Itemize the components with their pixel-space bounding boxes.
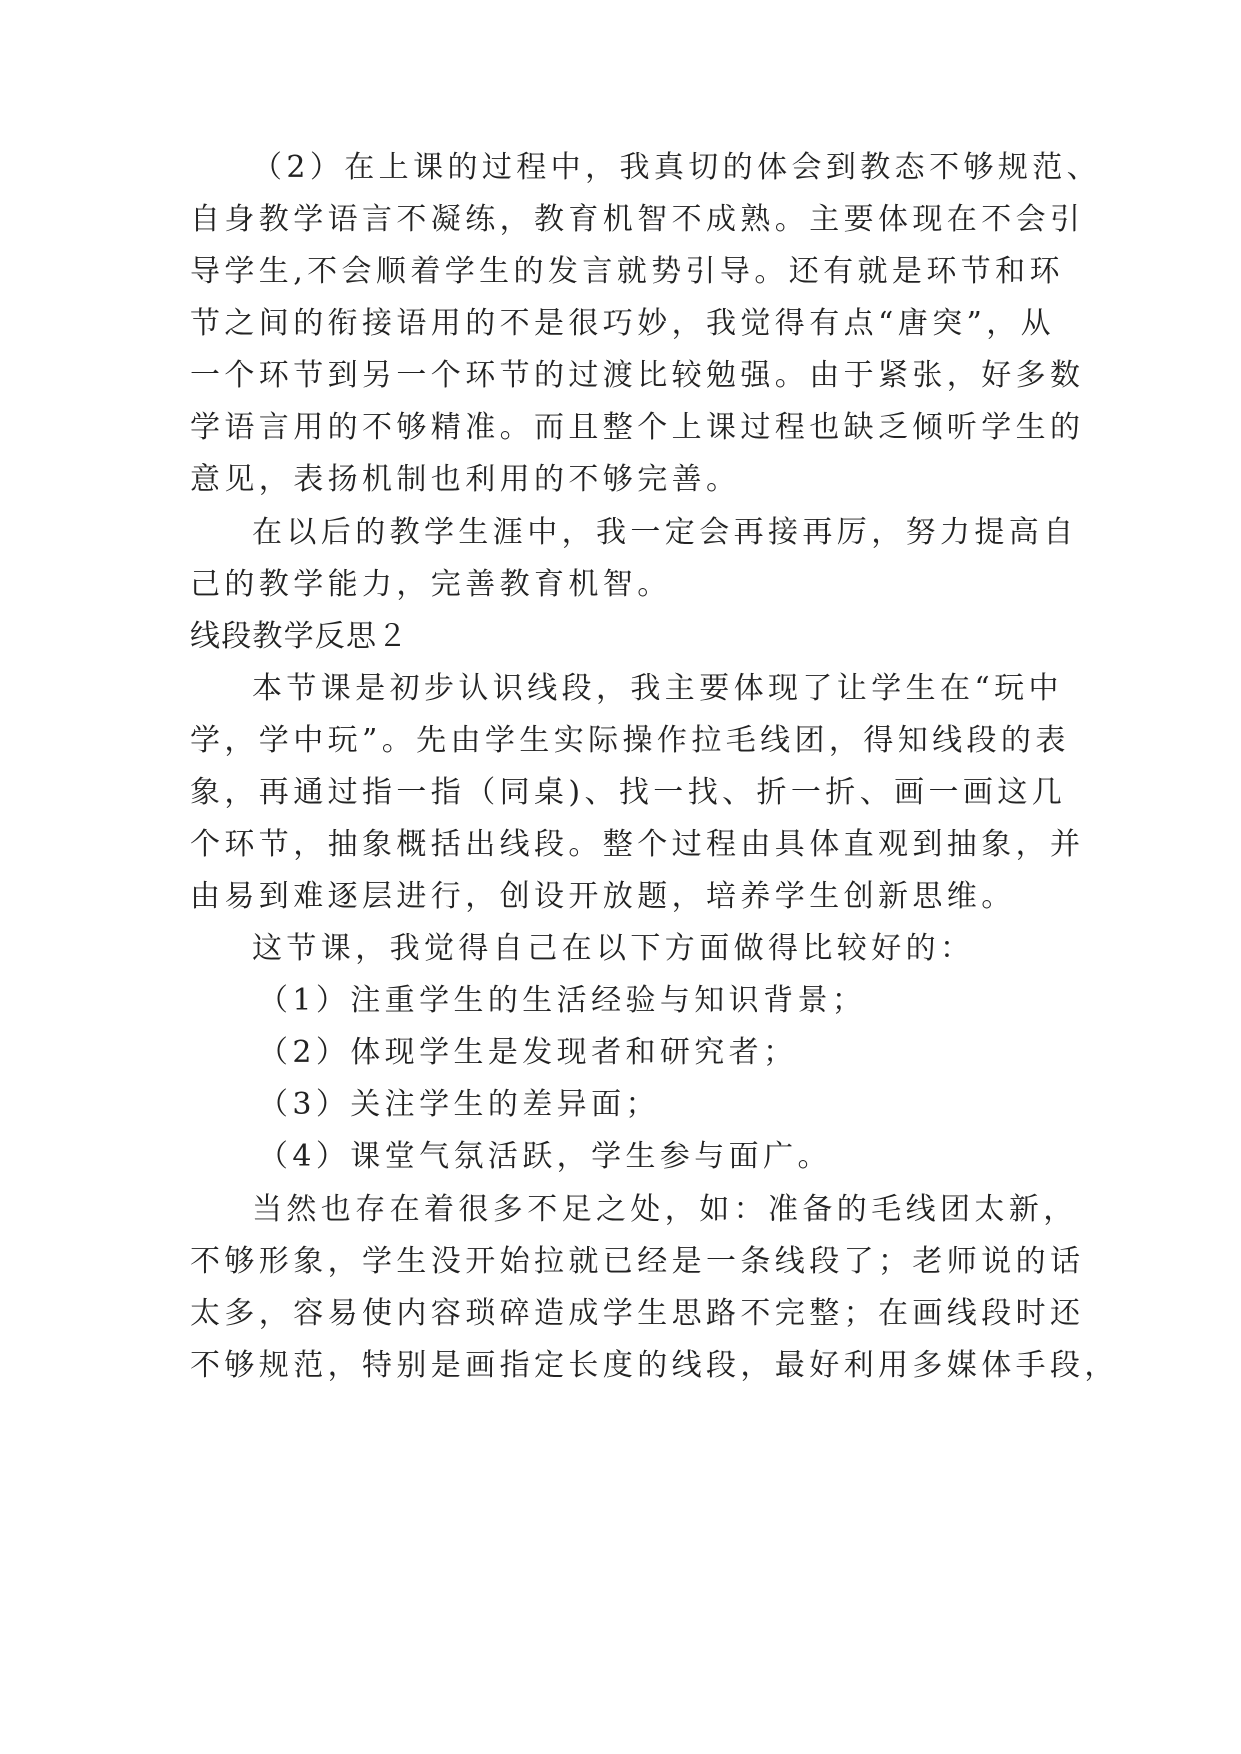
paragraph-line: 不够形象，学生没开始拉就已经是一条线段了；老师说的话 [190, 1244, 1085, 1279]
paragraph-line: 象，再通过指一指（同桌)、找一找、折一折、画一画这几 [190, 775, 1067, 810]
paragraph-line: 自身教学语言不凝练，教育机智不成熟。主要体现在不会引 [190, 202, 1085, 237]
list-item: （2）体现学生是发现者和研究者； [258, 1035, 798, 1070]
list-item: （3）关注学生的差异面； [258, 1087, 660, 1122]
paragraph-line: 节之间的衔接语用的不是很巧妙，我觉得有点“唐突”，从 [190, 306, 1056, 341]
paragraph-line: 由易到难逐层进行，创设开放题，培养学生创新思维。 [190, 879, 1016, 914]
paragraph-line: 一个环节到另一个环节的过渡比较勉强。由于紧张，好多数 [190, 358, 1085, 393]
paragraph-line: 学，学中玩”。先由学生实际操作拉毛线团，得知线段的表 [190, 723, 1070, 758]
paragraph-line: 当然也存在着很多不足之处，如：准备的毛线团太新， [252, 1192, 1078, 1227]
paragraph-line: 在以后的教学生涯中，我一定会再接再厉，努力提高自 [252, 515, 1078, 550]
section-heading: 线段教学反思２ [190, 619, 409, 654]
paragraph-line: 学语言用的不够精准。而且整个上课过程也缺乏倾听学生的 [190, 410, 1085, 445]
paragraph-line: 太多，容易使内容琐碎造成学生思路不完整；在画线段时还 [190, 1296, 1085, 1331]
paragraph-line: 不够规范，特别是画指定长度的线段，最好利用多媒体手段， [190, 1348, 1119, 1383]
paragraph-line: 己的教学能力，完善教育机智。 [190, 567, 672, 602]
paragraph-line: （2）在上课的过程中，我真切的体会到教态不够规范、 [252, 150, 1102, 185]
paragraph-line: 这节课，我觉得自己在以下方面做得比较好的： [252, 931, 975, 966]
paragraph-line: 导学生,不会顺着学生的发言就势引导。还有就是环节和环 [190, 254, 1064, 289]
list-item: （1）注重学生的生活经验与知识背景； [258, 983, 867, 1018]
paragraph-line: 本节课是初步认识线段，我主要体现了让学生在“玩中 [252, 671, 1063, 706]
paragraph-line: 意见，表扬机制也利用的不够完善。 [190, 462, 741, 497]
paragraph-line: 个环节，抽象概括出线段。整个过程由具体直观到抽象，并 [190, 827, 1085, 862]
list-item: （4）课堂气氛活跃，学生参与面广。 [258, 1139, 832, 1174]
